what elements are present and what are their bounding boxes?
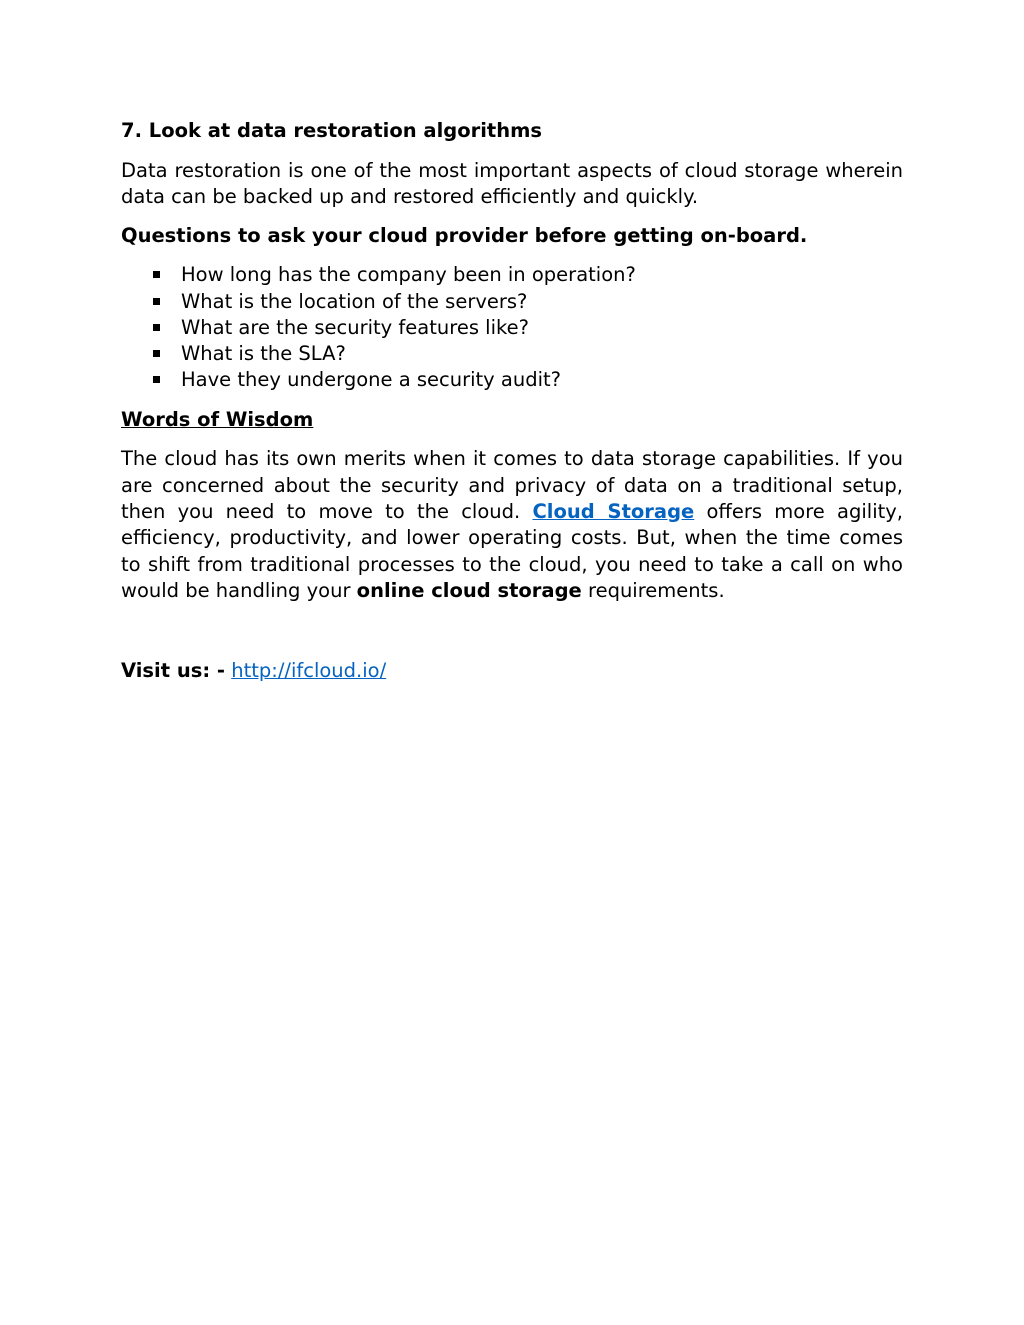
list-item xyxy=(121,262,903,288)
square-bullet-icon xyxy=(153,324,160,331)
questions-heading: Questions to ask your cloud provider before getting on-board. xyxy=(121,223,808,247)
square-bullet-icon xyxy=(153,376,160,383)
square-bullet-icon xyxy=(153,271,160,278)
visit-label: Visit us: - xyxy=(121,658,226,682)
list-item-text: What are the security features like? xyxy=(181,315,529,339)
list-item xyxy=(121,367,903,393)
wisdom-paragraph xyxy=(121,446,903,604)
website-link[interactable]: http://ifcloud.io/ xyxy=(231,658,387,682)
section-heading: 7. Look at data restoration algorithms xyxy=(121,119,543,142)
list-item xyxy=(121,341,903,367)
wisdom-text-end: requirements. xyxy=(581,579,725,603)
list-item xyxy=(121,289,903,315)
list-item-text: Have they undergone a security audit? xyxy=(181,368,562,392)
cloud-storage-link[interactable]: Cloud Storage xyxy=(532,499,695,523)
wisdom-text-start: The cloud has its own merits when it comes to data storage capabilities. If you are concerned about the security and privacy of data on a traditional setup, then you need to move to the cloud. xyxy=(121,447,903,523)
wisdom-text-middle: offers more agility, efficiency, productivity, and lower operating costs. But, when the time comes to shift from traditional processes to the cloud, you need to take a call on who would be handling your xyxy=(121,499,903,603)
restoration-paragraph: Data restoration is one of the most important aspects of cloud storage wherein data can be backed up and restored efficiently and quickly. xyxy=(121,159,903,209)
list-item-text: How long has the company been in operation? xyxy=(181,263,636,287)
document-page xyxy=(121,118,903,684)
list-item-text: What is the SLA? xyxy=(181,342,346,366)
online-cloud-storage-bold: online cloud storage xyxy=(356,579,582,603)
list-item xyxy=(121,315,903,341)
questions-list xyxy=(121,262,903,393)
visit-line xyxy=(121,658,903,684)
wisdom-title: Words of Wisdom xyxy=(121,407,314,431)
square-bullet-icon xyxy=(153,350,160,357)
list-item-text: What is the location of the servers? xyxy=(181,289,528,313)
square-bullet-icon xyxy=(153,298,160,305)
